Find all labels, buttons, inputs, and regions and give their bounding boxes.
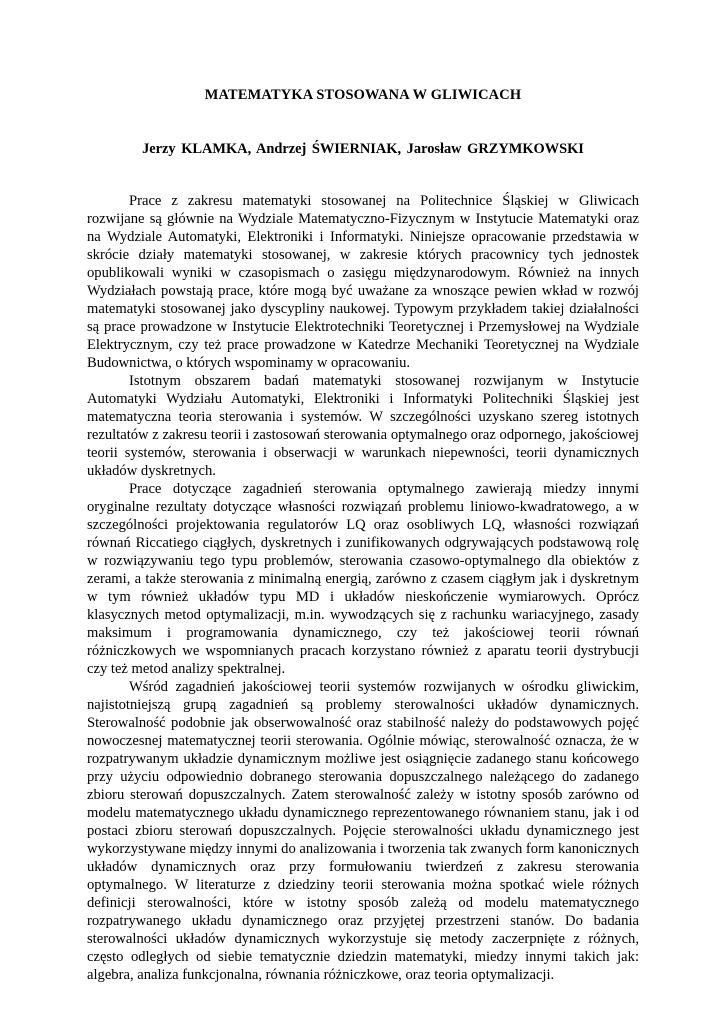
document-page — [87, 80, 639, 984]
author-list: Jerzy KLAMKA, Andrzej ŚWIERNIAK, Jarosław GRZYMKOWSKI — [142, 141, 584, 157]
body-paragraph: Wśród zagadnień jakościowej teorii systemów rozwijanych w ośrodku gliwickim, najistotniejszą grupą zagadnień są problemy sterowalności układów dynamicznych. Sterowalność podobnie jak obserwowalność oraz stabilność należy do podstawowych pojęć nowoczesnej matematycznej teorii sterowania. Ogólnie mówiąc, sterowalność oznacza, że w rozpatrywanym układzie dynamicznym możliwe jest osiągnięcie zadanego stanu końcowego przy użyciu odpowiednio dobranego sterowania dopuszczalnego należącego do zadanego zbioru sterowań dopuszczalnych. Zatem sterowalność zależy w istotny sposób zarówno od modelu matematycznego układu dynamicznego reprezentowanego równaniem stanu, jak i od postaci zbioru sterowań dopuszczalnych. Pojęcie sterowalności układu dynamicznego jest wykorzystywane między innymi do analizowania i tworzenia tak zwanych form kanonicznych układów dynamicznych oraz przy formułowaniu twierdzeń z zakresu sterowania optymalnego. W literaturze z dziedziny teorii sterowania można spotkać wiele różnych definicji sterowalności, które w istotny sposób zależą od modelu matematycznego rozpatrywanego układu dynamicznego oraz przyjętej przestrzeni stanów. Do badania sterowalności układów dynamicznych wykorzystuje się metody zaczerpnięte z różnych, często odległych od siebie tematycznie dziedzin matematyki, miedzy innymi takich jak: algebra, analiza funkcjonalna, równania różniczkowe, oraz teoria optymalizacji. — [87, 679, 639, 983]
paper-title: MATEMATYKA STOSOWANA W GLIWICACH — [204, 87, 522, 103]
body-paragraph: Istotnym obszarem badań matematyki stosowanej rozwijanym w Instytucie Automatyki Wydziału Automatyki, Elektroniki i Informatyki Politechniki Śląskiej jest matematyczna teoria sterowania i systemów. W szczególności uzyskano szereg istotnych rezultatów z zakresu teorii i zastosowań sterowania optymalnego oraz odpornego, jakościowej teorii systemów, sterowania i obserwacji w warunkach niepewności, teorii dynamicznych układów dyskretnych. — [87, 373, 639, 479]
paper-body — [87, 192, 639, 984]
body-paragraph: Prace z zakresu matematyki stosowanej na Politechnice Śląskiej w Gliwicach rozwijane są głównie na Wydziale Matematyczno-Fizycznym w Instytucie Matematyki oraz na Wydziale Automatyki, Elektroniki i Informatyki. Niniejsze opracowanie przedstawia w skrócie działy matematyki stosowanej, w zakresie których pracownicy tych jednostek opublikowali wyniki w czasopismach o zasięgu międzynarodowym. Również na innych Wydziałach powstają prace, które mogą być uważane za wnoszące pewien wkład w rozwój matematyki stosowanej jako dyscypliny naukowej. Typowym przykładem takiej działalności są prace prowadzone w Instytucie Elektrotechniki Teoretycznej i Przemysłowej na Wydziale Elektrycznym, czy też prace prowadzone w Katedrze Mechaniki Teoretycznej na Wydziale Budownictwa, o których wspominamy w opracowaniu. — [87, 193, 639, 371]
body-paragraph: Prace dotyczące zagadnień sterowania optymalnego zawierają miedzy innymi oryginalne rezultaty dotyczące własności rozwiązań problemu liniowo-kwadratowego, a w szczególności projektowania regulatorów LQ oraz osobliwych LQ, własności rozwiązań równań Riccatiego ciągłych, dyskretnych i zunifikowanych odgrywających podstawową rolę w rozwiązywaniu tego typu problemów, sterowania czasowo-optymalnego dla obiektów z zerami, a także sterowania z minimalną energią, zarówno z czasem ciągłym jak i dyskretnym w tym również układów typu MD i układów nieskończenie wymiarowych. Oprócz klasycznych metod optymalizacji, m.in. wywodzących się z rachunku wariacyjnego, zasady maksimum i programowania dynamicznego, czy też jakościowej teorii równań różniczkowych we wspomnianych pracach korzystano również z aparatu teorii dystrybucji czy też metod analizy spektralnej. — [87, 481, 639, 677]
